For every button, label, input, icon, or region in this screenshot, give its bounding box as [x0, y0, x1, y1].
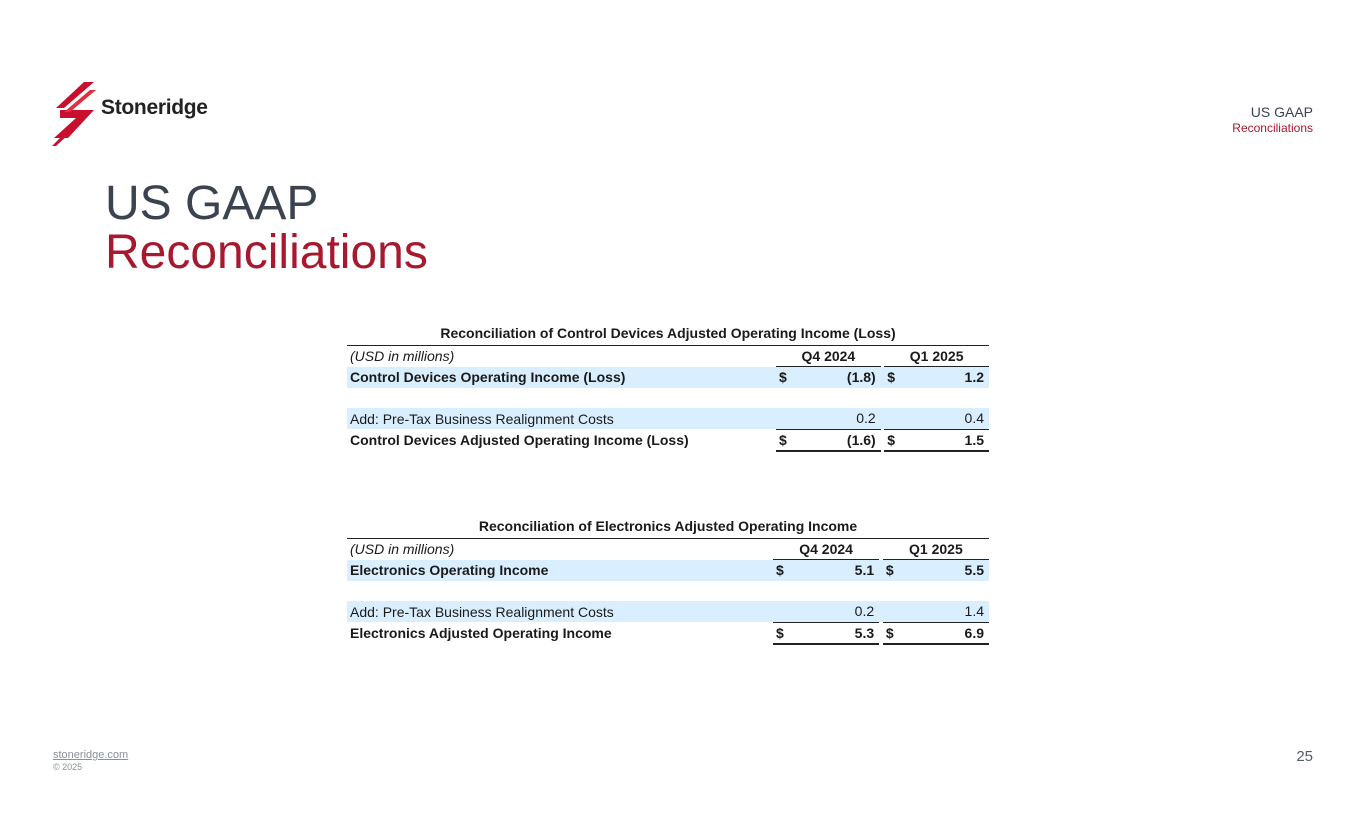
- page-title: [105, 177, 428, 279]
- website-link[interactable]: stoneridge.com: [53, 749, 129, 761]
- footer: [53, 749, 128, 772]
- currency-symbol: [773, 601, 796, 622]
- row-label: Electronics Adjusted Operating Income: [350, 625, 612, 641]
- row-label: Control Devices Adjusted Operating Income (Loss): [350, 432, 689, 448]
- value-q4-2024: 5.3: [796, 622, 879, 644]
- value-q1-2025: 1.4: [906, 601, 989, 622]
- value-q1-2025: 0.4: [907, 408, 989, 429]
- value-q4-2024: 5.1: [796, 560, 879, 581]
- column-header-q4-2024: Q4 2024: [776, 345, 881, 367]
- table-row: [347, 601, 989, 622]
- page-title-line2: Reconciliations: [105, 226, 428, 279]
- row-label: Add: Pre-Tax Business Realignment Costs: [347, 601, 773, 622]
- currency-symbol: [884, 408, 907, 429]
- units-label: (USD in millions): [350, 348, 455, 364]
- value-q4-2024: (1.6): [799, 429, 881, 451]
- value-q1-2025: 5.5: [906, 560, 989, 581]
- value-q4-2024: 0.2: [796, 601, 879, 622]
- table-row-total: [347, 429, 989, 451]
- currency-symbol: [883, 601, 906, 622]
- currency-symbol: [776, 408, 799, 429]
- currency-symbol: $: [773, 560, 796, 581]
- page-title-line1: US GAAP: [105, 177, 319, 230]
- currency-symbol: $: [776, 429, 799, 451]
- value-q1-2025: 6.9: [906, 622, 989, 644]
- column-header-q1-2025: Q1 2025: [883, 538, 989, 560]
- company-logo: [50, 80, 220, 150]
- units-label: (USD in millions): [350, 541, 455, 557]
- currency-symbol: $: [776, 367, 799, 388]
- row-label: Electronics Operating Income: [347, 560, 773, 581]
- section-tag-subtitle: Reconciliations: [1232, 121, 1313, 135]
- table-row: [347, 408, 989, 429]
- row-label: Control Devices Operating Income (Loss): [347, 367, 776, 388]
- currency-symbol: $: [884, 367, 907, 388]
- column-header-q1-2025: Q1 2025: [884, 345, 989, 367]
- table-row: [347, 560, 989, 581]
- currency-symbol: $: [884, 429, 907, 451]
- table-caption: Reconciliation of Electronics Adjusted Operating Income: [347, 516, 989, 538]
- electronics-reconciliation-table: [347, 516, 989, 645]
- section-tag: [1232, 104, 1313, 136]
- currency-symbol: $: [883, 622, 906, 644]
- column-header-q4-2024: Q4 2024: [773, 538, 879, 560]
- value-q4-2024: 0.2: [799, 408, 881, 429]
- value-q1-2025: 1.2: [907, 367, 989, 388]
- value-q1-2025: 1.5: [907, 429, 989, 451]
- value-q4-2024: (1.8): [799, 367, 881, 388]
- currency-symbol: $: [773, 622, 796, 644]
- page-number: 25: [1296, 748, 1313, 765]
- table-row-total: [347, 622, 989, 644]
- table-caption: Reconciliation of Control Devices Adjusted Operating Income (Loss): [347, 323, 989, 345]
- brand-wordmark: Stoneridge: [101, 96, 208, 119]
- copyright-notice: © 2025: [53, 762, 83, 772]
- currency-symbol: $: [883, 560, 906, 581]
- section-tag-title: US GAAP: [1250, 104, 1313, 120]
- control-devices-reconciliation-table: [347, 323, 989, 452]
- table-row: [347, 367, 989, 388]
- row-label: Add: Pre-Tax Business Realignment Costs: [347, 408, 776, 429]
